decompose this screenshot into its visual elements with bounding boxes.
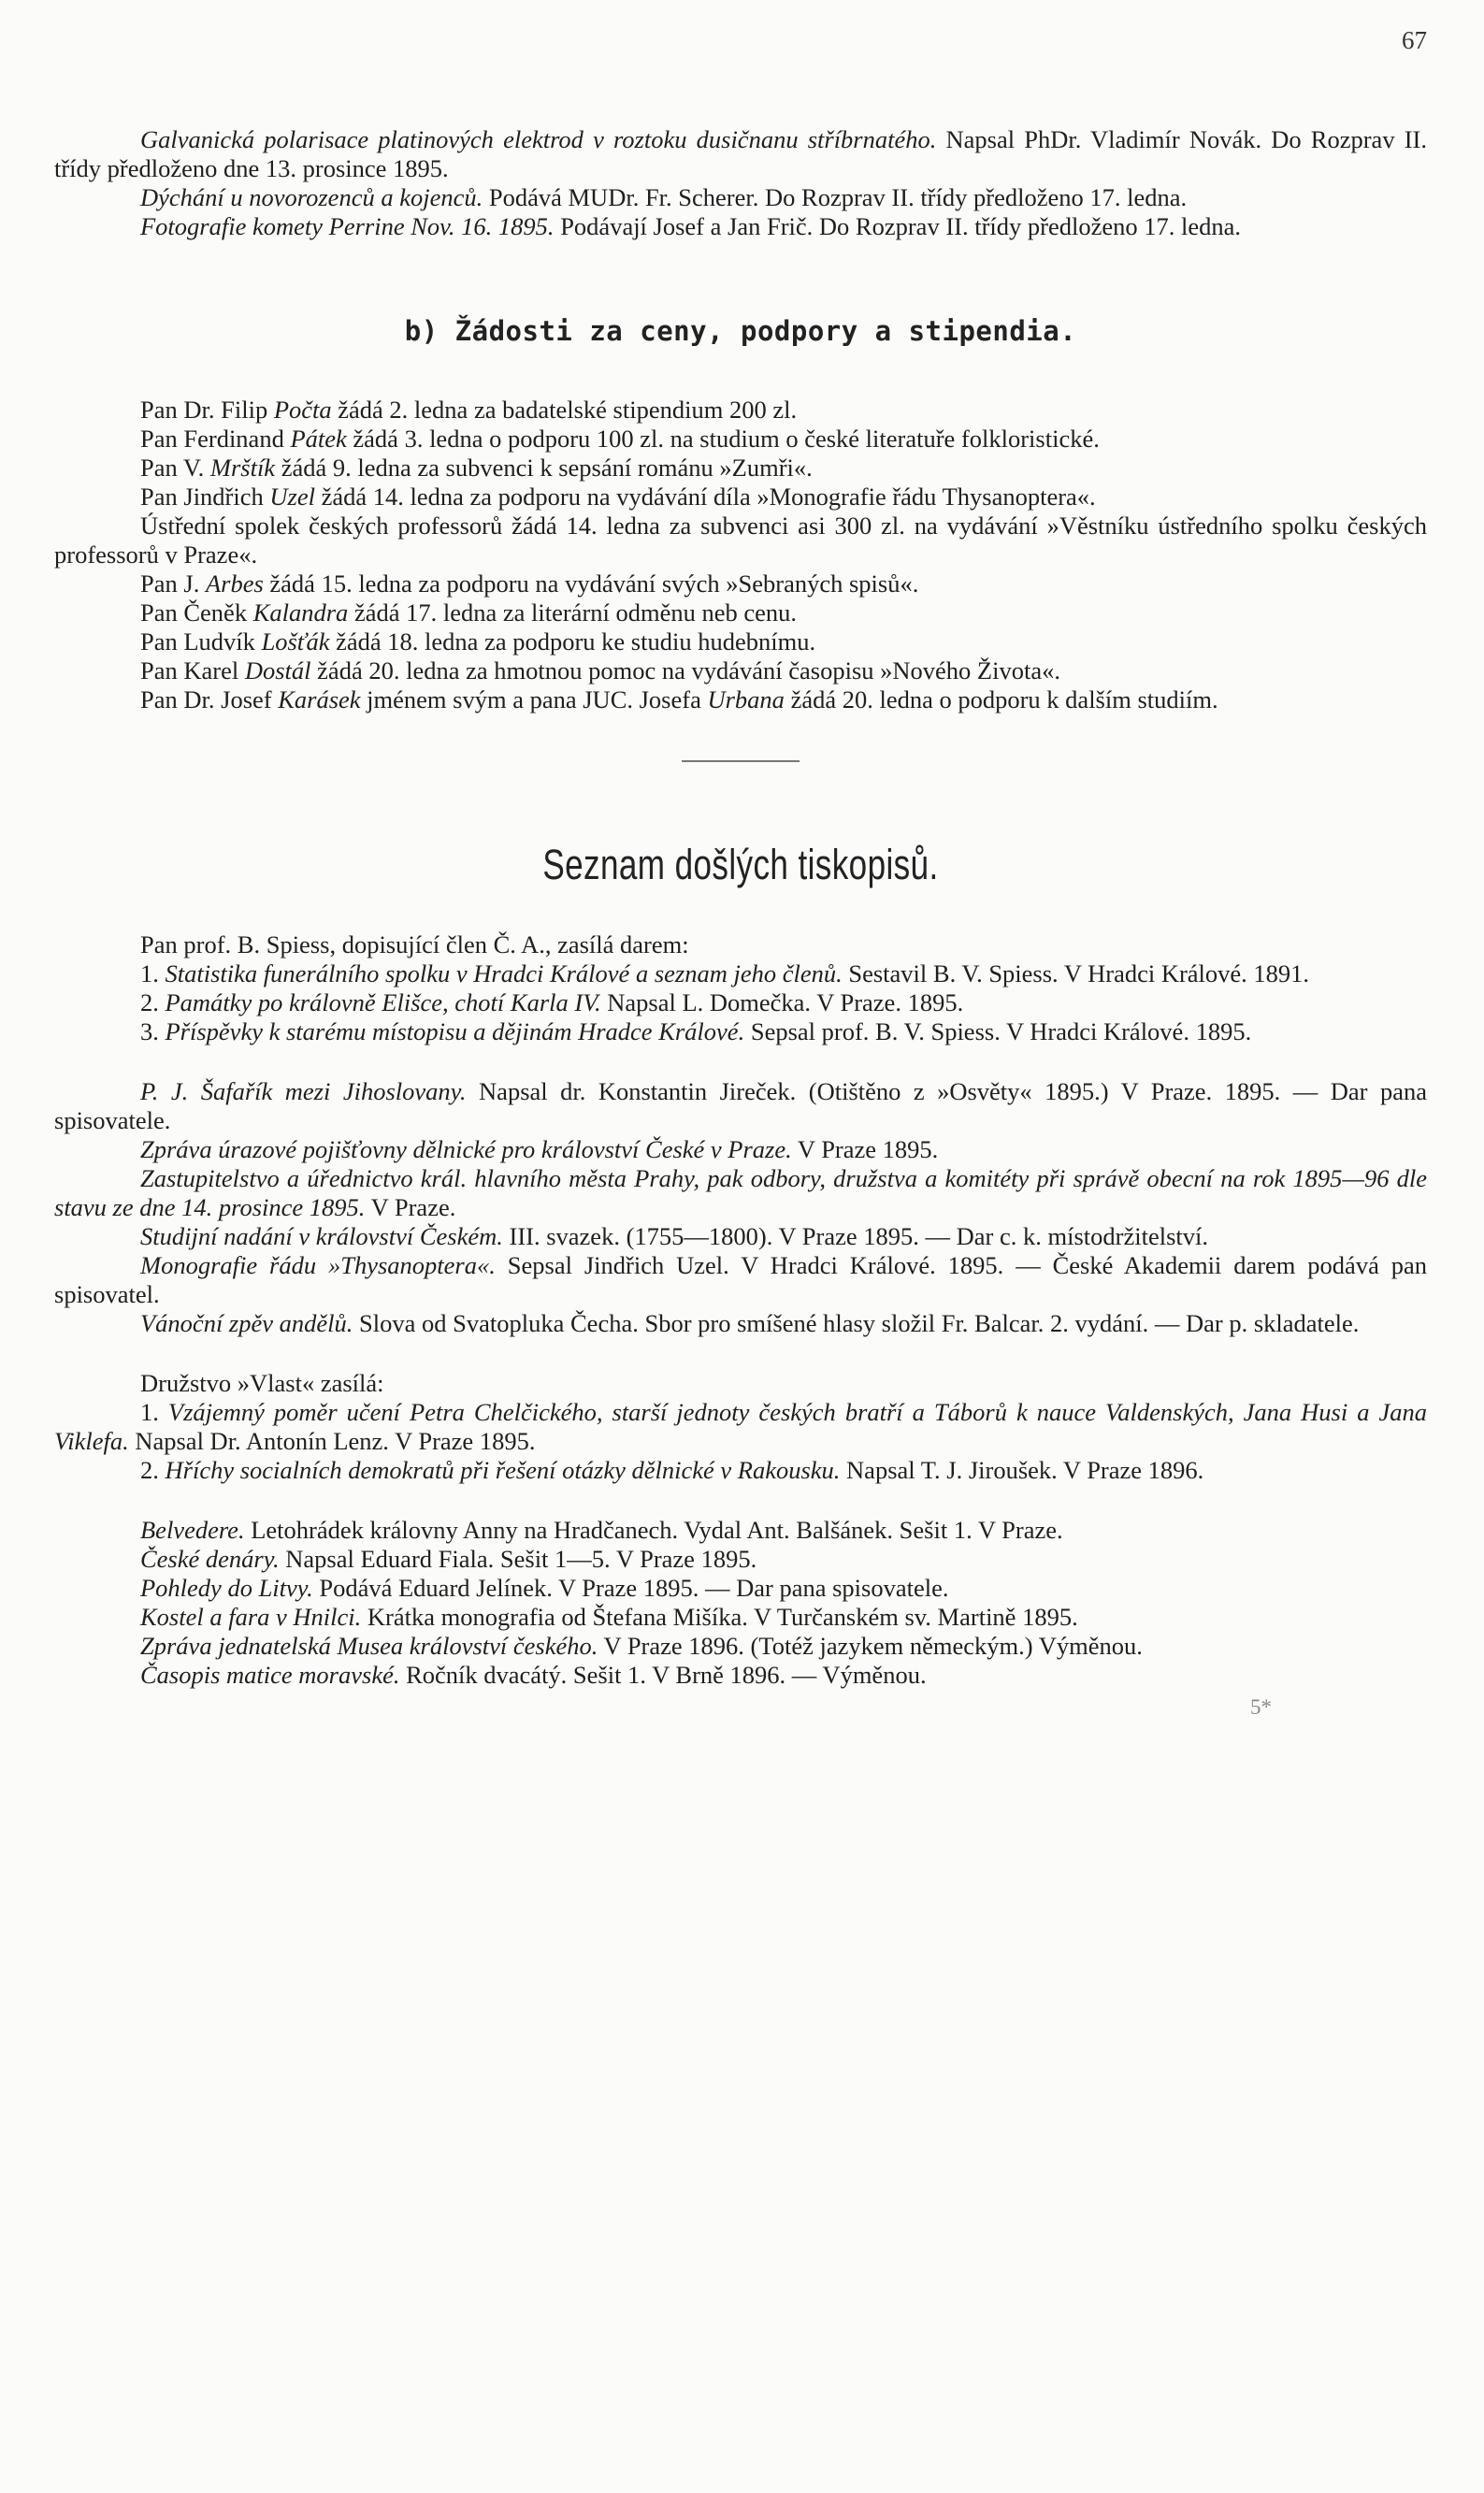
publication-text: Sepsal Jindřich Uzel. V Hradci Králové. 1895. — České Akademii darem podává pan spisovatel.: [54, 1251, 1427, 1308]
request-name: Dostál: [244, 656, 311, 684]
request-name: Pátek: [290, 425, 347, 453]
publication-title: Památky po královně Elišce, chotí Karla IV.: [165, 988, 601, 1016]
publication-text: III. svazek. (1755—1800). V Praze 1895. — Dar c. k. místodržitelství.: [502, 1222, 1208, 1250]
entry-text: Podávají Josef a Jan Frič. Do Rozprav II. třídy předloženo 17. ledna.: [554, 212, 1242, 240]
publication-text: Napsal Eduard Fiala. Sešit 1—5. V Praze 1895.: [279, 1545, 757, 1573]
publication-text: V Praze 1896. (Totéž jazykem německým.) Výměnou.: [598, 1632, 1143, 1660]
page-number: 67: [1402, 26, 1427, 54]
entry-text: Podává MUDr. Fr. Scherer. Do Rozprav II. třídy předloženo 17. ledna.: [483, 183, 1188, 211]
footer: [54, 1690, 1427, 1722]
request-text: Pan Jindřich: [140, 483, 270, 511]
entry: [54, 183, 1427, 212]
publication-title: Statistika funerálního spolku v Hradci Králové a seznam jeho členů.: [165, 959, 843, 987]
request-entry: [54, 396, 1427, 425]
publication-text: V Praze.: [365, 1193, 456, 1221]
publication-text: Napsal T. J. Jiroušek. V Praze 1896.: [840, 1456, 1204, 1484]
publication-text: Napsal Dr. Antonín Lenz. V Praze 1895.: [128, 1427, 536, 1455]
request-name: Urbana: [707, 685, 785, 713]
request-text: Ústřední spolek českých professorů žádá 14. ledna za subvenci asi 300 zl. na vydávání »Věstníku ústředního spolku českých professorů v Praze«.: [54, 512, 1427, 569]
publication-title: Pohledy do Litvy.: [140, 1574, 313, 1602]
publication-title: Hříchy socialních demokratů při řešení otázky dělnické v Rakousku.: [165, 1456, 841, 1484]
request-text: žádá 20. ledna o podporu k dalším studiím.: [784, 685, 1218, 713]
entry-title: Fotografie komety Perrine Nov. 16. 1895.: [140, 212, 555, 240]
publication-group: [54, 1516, 1427, 1690]
request-text: žádá 17. ledna za literární odměnu neb cenu.: [348, 598, 798, 627]
request-entry: [54, 598, 1427, 627]
request-text: žádá 15. ledna za podporu na vydávání svých »Sebraných spisů«.: [263, 569, 919, 598]
request-text: žádá 20. ledna za hmotnou pomoc na vydávání časopisu »Nového Života«.: [310, 656, 1060, 684]
request-text: Pan Dr. Josef: [140, 685, 279, 713]
request-text: Pan V.: [140, 454, 210, 482]
request-text: Pan Dr. Filip: [140, 396, 274, 424]
publication-title: České denáry.: [140, 1545, 280, 1573]
request-entry: [54, 656, 1427, 685]
publication-entry: [54, 959, 1427, 988]
request-text: žádá 3. ledna o podporu 100 zl. na studium o české literatuře folkloristické.: [346, 425, 1100, 453]
publication-text: Krátka monografia od Štefana Mišíka. V Turčanském sv. Martině 1895.: [361, 1603, 1078, 1631]
entry-number: 2.: [140, 1456, 166, 1484]
entry: [54, 125, 1427, 183]
request-name: Uzel: [269, 483, 315, 511]
request-text: Pan Čeněk: [140, 598, 253, 627]
request-text: Pan Ludvík: [140, 627, 262, 656]
request-entry: [54, 483, 1427, 512]
publication-title: Vzájemný poměr učení Petra Chelčického, starší jednoty českých bratří a Táborů k nauce Valdenských, Jana Husi a Jana Viklefa.: [54, 1398, 1427, 1455]
publication-text: Podává Eduard Jelínek. V Praze 1895. — Dar pana spisovatele.: [312, 1574, 949, 1602]
publication-entry: [54, 1017, 1427, 1046]
publication-text: Slova od Svatopluka Čecha. Sbor pro smíšené hlasy složil Fr. Balcar. 2. vydání. — Dar p. skladatele.: [353, 1309, 1360, 1337]
publication-entry: [54, 1603, 1427, 1632]
publication-title: Zastupitelstvo a úřednictvo král. hlavního města Prahy, pak odbory, družstva a komitéty při správě obecní na rok 1895—96 dle stavu ze dne 14. prosince 1895.: [54, 1164, 1427, 1221]
publication-entry: [54, 1309, 1427, 1338]
entry-text: Napsal PhDr. Vladimír Novák. Do Rozprav II. třídy předloženo dne 13. prosince 1895.: [54, 125, 1427, 182]
publication-title: Studijní nadání v království Českém.: [140, 1222, 503, 1250]
signature-mark: 5*: [1250, 1695, 1272, 1719]
publication-entry: [54, 1077, 1427, 1135]
publication-text: V Praze 1895.: [791, 1135, 939, 1163]
publication-title: Monografie řádu »Thysanoptera«.: [140, 1251, 496, 1279]
request-name: Počta: [273, 396, 332, 424]
request-text: Pan J.: [140, 569, 206, 598]
publication-title: Zpráva úrazové pojišťovny dělnické pro království České v Praze.: [140, 1135, 792, 1163]
publication-entry: [54, 1456, 1427, 1485]
publication-entry: [54, 1164, 1427, 1222]
publication-group: [54, 1077, 1427, 1338]
request-name: Lošťák: [261, 627, 330, 656]
request-entry: [54, 425, 1427, 454]
publication-title: Zpráva jednatelská Musea království českého.: [140, 1632, 598, 1660]
request-text: žádá 14. ledna za podporu na vydávání díla »Monografie řádu Thysanoptera«.: [314, 483, 1096, 511]
request-name: Arbes: [205, 569, 264, 598]
group-intro: Družstvo »Vlast« zasílá:: [140, 1369, 384, 1397]
requests-list: [54, 396, 1427, 714]
group-intro: Pan prof. B. Spiess, dopisující člen Č. A., zasílá darem:: [140, 930, 689, 958]
request-text: Pan Karel: [140, 656, 245, 684]
publication-title: Časopis matice moravské.: [140, 1661, 400, 1689]
publication-entry: [54, 1632, 1427, 1661]
donation-group-spiess: [54, 930, 1427, 1046]
spacer: [54, 1485, 1427, 1516]
publication-text: Napsal dr. Konstantin Jireček. (Otištěno z »Osvěty« 1895.) V Praze. 1895. — Dar pana spisovatele.: [54, 1077, 1427, 1134]
entry-number: 1.: [140, 1398, 168, 1426]
entry-title: Galvanická polarisace platinových elektrod v roztoku dusičnanu stříbrnatého.: [140, 125, 937, 153]
entry-number: 3.: [140, 1017, 166, 1045]
publication-entry: [54, 1661, 1427, 1690]
entry-title: Dýchání u novorozenců a kojenců.: [140, 183, 483, 211]
publication-entry: [54, 1135, 1427, 1164]
publication-text: Sepsal prof. B. V. Spiess. V Hradci Králové. 1895.: [744, 1017, 1252, 1045]
section-divider: [682, 760, 800, 762]
request-entry: [54, 454, 1427, 483]
publication-entry: [54, 1398, 1427, 1456]
publication-title: P. J. Šafařík mezi Jihoslovany.: [140, 1077, 467, 1105]
publication-entry: [54, 1574, 1427, 1603]
section-heading-publications: Seznam došlých tiskopisů.: [542, 841, 939, 888]
publication-entry: [54, 1222, 1427, 1251]
entry-number: 2.: [140, 988, 166, 1016]
publication-title: Příspěvky k starému místopisu a dějinám Hradce Králové.: [165, 1017, 745, 1045]
entry: [54, 212, 1427, 241]
publication-entry: [54, 1516, 1427, 1545]
publication-title: Kostel a fara v Hnilci.: [140, 1603, 362, 1631]
publication-title: Vánoční zpěv andělů.: [140, 1309, 353, 1337]
top-entries: [54, 125, 1427, 241]
request-text: žádá 2. ledna za badatelské stipendium 200 zl.: [331, 396, 798, 424]
request-entry: [54, 627, 1427, 656]
request-name: Kalandra: [252, 598, 349, 627]
request-text: Pan Ferdinand: [140, 425, 291, 453]
publication-entry: [54, 1545, 1427, 1574]
publication-text: Napsal L. Domečka. V Praze. 1895.: [600, 988, 964, 1016]
request-name: Mrštík: [209, 454, 276, 482]
request-text: žádá 9. ledna za subvenci k sepsání románu »Zumři«.: [275, 454, 813, 482]
publication-text: Letohrádek královny Anny na Hradčanech. Vydal Ant. Balšánek. Sešit 1. V Praze.: [244, 1516, 1063, 1544]
request-entry: [54, 512, 1427, 569]
request-text: jménem svým a pana JUC. Josefa: [360, 685, 708, 713]
request-entry: [54, 685, 1427, 714]
donation-group-vlast: [54, 1369, 1427, 1485]
publication-entry: [54, 988, 1427, 1017]
publication-title: Belvedere.: [140, 1516, 245, 1544]
spacer: [54, 1046, 1427, 1077]
request-name: Karásek: [278, 685, 361, 713]
spacer: [54, 1338, 1427, 1369]
section-heading-requests: b) Žádosti za ceny, podpory a stipendia.: [404, 315, 1077, 347]
publication-text: Ročník dvacátý. Sešit 1. V Brně 1896. — Výměnou.: [399, 1661, 927, 1689]
publication-entry: [54, 1251, 1427, 1309]
request-entry: [54, 569, 1427, 598]
request-text: žádá 18. ledna za podporu ke studiu hudebnímu.: [329, 627, 816, 656]
entry-number: 1.: [140, 959, 166, 987]
page: [54, 26, 1427, 1722]
publication-text: Sestavil B. V. Spiess. V Hradci Králové. 1891.: [842, 959, 1310, 987]
